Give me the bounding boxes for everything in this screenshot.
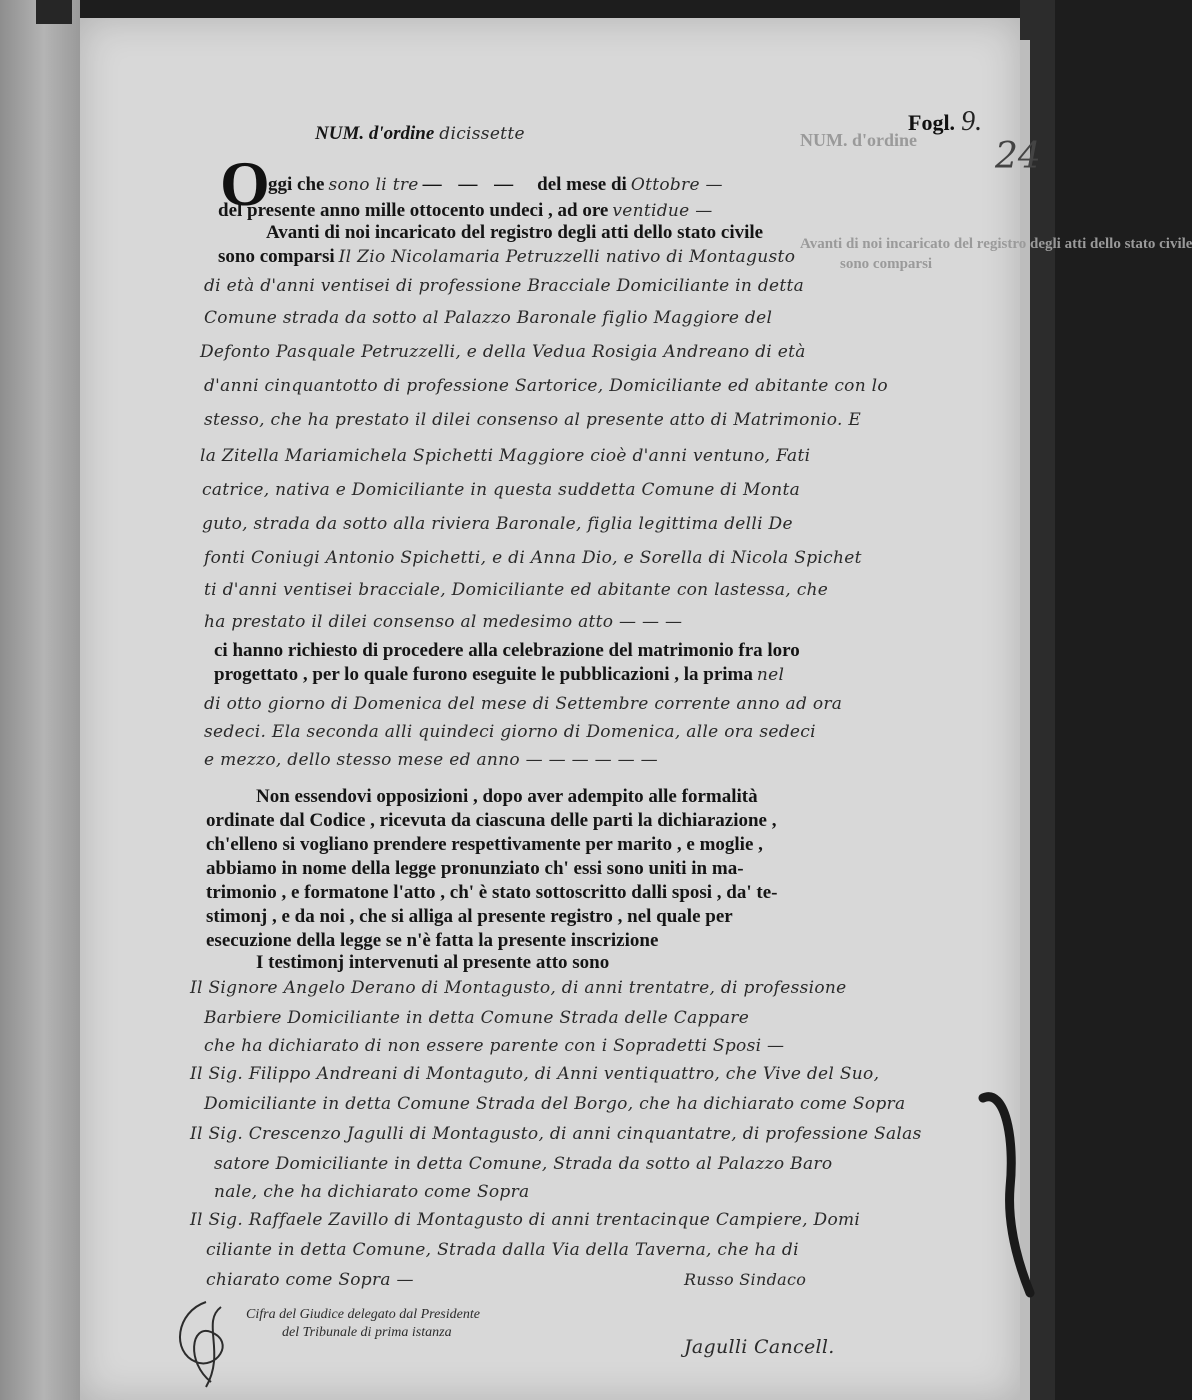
bleed-num-ordine: NUM. d'ordine [800,130,917,150]
witness-line-7: satore Domiciliante in detta Comune, Strada da sotto al Palazzo Baro [214,1154,833,1174]
formal-line-5: trimonio , e formatone l'atto , ch' è stato sottoscritto dalli sposi , da' te- [206,882,778,903]
num-ordine-label: NUM. d'ordine [315,123,435,144]
request-line-3: di otto giorno di Domenica del mese di Settembre corrente anno ad ora [204,694,843,714]
num-ordine [315,122,525,145]
body-line-8: guto, strada da sotto alla riviera Baronale, figlia legittima delli De [202,514,793,534]
signature-cancelliere: Jagulli Cancell. [684,1336,835,1358]
cifra-line-1: Cifra del Giudice delegato dal Presidente [246,1307,480,1322]
register-page [80,18,1192,1400]
signature-sindaco: Russo Sindaco [684,1270,807,1289]
witness-line-10: ciliante in detta Comune, Strada dalla Via della Taverna, che ha di [206,1240,799,1260]
witness-line-4: Il Sig. Filippo Andreani di Montaguto, di Anni ventiquattro, che Vive del Suo, [190,1064,880,1084]
intro-print-4: sono comparsi [218,246,335,267]
formal-line-6: stimonj , e da noi , che si alliga al presente registro , nel quale per [206,906,733,927]
body-line-4: d'anni cinquantotto di professione Sartorice, Domiciliante ed abitante con lo [204,376,888,396]
intro-hand-1: sono li tre [328,175,419,195]
num-ordine-value: dicissette [439,124,525,144]
cifra-line-2: del Tribunale di prima istanza [282,1325,452,1340]
formal-line-7: esecuzione della legge se n'è fatta la presente inscrizione [206,930,659,951]
margin-ink-mark [975,1078,1035,1298]
intro-dash-1: — — — [422,174,520,195]
body-line-10: ti d'anni ventisei bracciale, Domiciliante ed abitante con lastessa, che [204,580,829,600]
witness-line-8: nale, che ha dichiarato come Sopra [214,1182,530,1202]
request-print-2: progettato , per lo quale furono eseguite le pubblicazioni , la prima [214,664,753,685]
bleed-sono: sono comparsi [840,256,933,272]
request-line-1: ci hanno richiesto di procedere alla celebrazione del matrimonio fra loro [214,640,800,661]
formal-line-3: ch'elleno si vogliano prendere respettivamente per marito , e moglie , [206,834,763,855]
intro-hour: ventidue — [612,201,713,221]
request-hand-2: nel [756,665,785,685]
binding-spine [36,0,72,24]
intro-line-1 [268,174,723,196]
request-line-5: e mezzo, dello stesso mese ed anno — — — — — — [204,750,658,770]
intro-line-2 [218,200,713,222]
intro-print-2: del presente anno mille ottocento undeci , ad ore [218,200,609,221]
foglio-number: 9. [961,106,983,137]
intro-print-1b: del mese di [537,174,627,195]
page-number: 24 [995,136,1041,177]
witness-line-9: Il Sig. Raffaele Zavillo di Montagusto di anni trentacinque Campiere, Domi [190,1210,861,1230]
body-line-7: catrice, nativa e Domiciliante in questa suddetta Comune di Monta [202,480,801,500]
request-line-2 [214,664,784,686]
bleed-avanti: Avanti di noi incaricato del registro degli atti dello stato civile [800,236,1192,252]
formal-line-4: abbiamo in nome della legge pronunziato ch' essi sono uniti in ma- [206,858,744,879]
body-line-6: la Zitella Mariamichela Spichetti Maggiore cioè d'anni ventuno, Fati [200,446,811,466]
witness-line-2: Barbiere Domiciliante in detta Comune Strada delle Cappare [204,1008,750,1028]
drop-cap: O [220,148,270,219]
body-line-2: Comune strada da sotto al Palazzo Baronale figlio Maggiore del [204,308,773,328]
body-line-1: di età d'anni ventisei di professione Bracciale Domiciliante in detta [204,276,805,296]
foglio-text: Fogl. [908,110,956,135]
left-page-edge [0,0,80,1400]
body-line-3: Defonto Pasquale Petruzzelli, e della Vedua Rosigia Andreano di età [200,342,806,362]
formal-line-1: Non essendovi opposizioni , dopo aver adempito alle formalità [256,786,758,807]
witness-line-6: Il Sig. Crescenzo Jagulli di Montagusto, di anni cinquantatre, di professione Salas [190,1124,922,1144]
intro-hand-4: Il Zio Nicolamaria Petruzzelli nativo di Montagusto [338,247,796,267]
foglio-label [908,106,982,138]
body-line-5: stesso, che ha prestato il dilei consenso al presente atto di Matrimonio. E [204,410,862,430]
request-line-4: sedeci. Ela seconda alli quindeci giorno di Domenica, alle ora sedeci [204,722,816,742]
body-line-11: ha prestato il dilei consenso al medesimo atto — — — [204,612,683,632]
intro-print-1: ggi che [268,174,325,195]
witness-line-3: che ha dichiarato di non essere parente con i Sopradetti Sposi — [204,1036,785,1056]
intro-line-3: Avanti di noi incaricato del registro degli atti dello stato civile [266,222,764,243]
body-line-9: fonti Coniugi Antonio Spichetti, e di Anna Dio, e Sorella di Nicola Spichet [204,548,862,568]
witness-line-1: Il Signore Angelo Derano di Montagusto, di anni trentatre, di professione [190,978,847,998]
intro-month: Ottobre — [630,175,723,195]
formal-line-8: I testimonj intervenuti al presente atto sono [256,952,610,973]
witness-line-11: chiarato come Sopra — [206,1270,414,1290]
witness-line-5: Domiciliante in detta Comune Strada del Borgo, che ha dichiarato come Sopra [204,1094,906,1114]
intro-line-4 [218,246,795,268]
cifra-note [246,1306,480,1342]
monogram-flourish [166,1292,246,1392]
formal-line-2: ordinate dal Codice , ricevuta da ciascuna delle parti la dichiarazione , [206,810,777,831]
